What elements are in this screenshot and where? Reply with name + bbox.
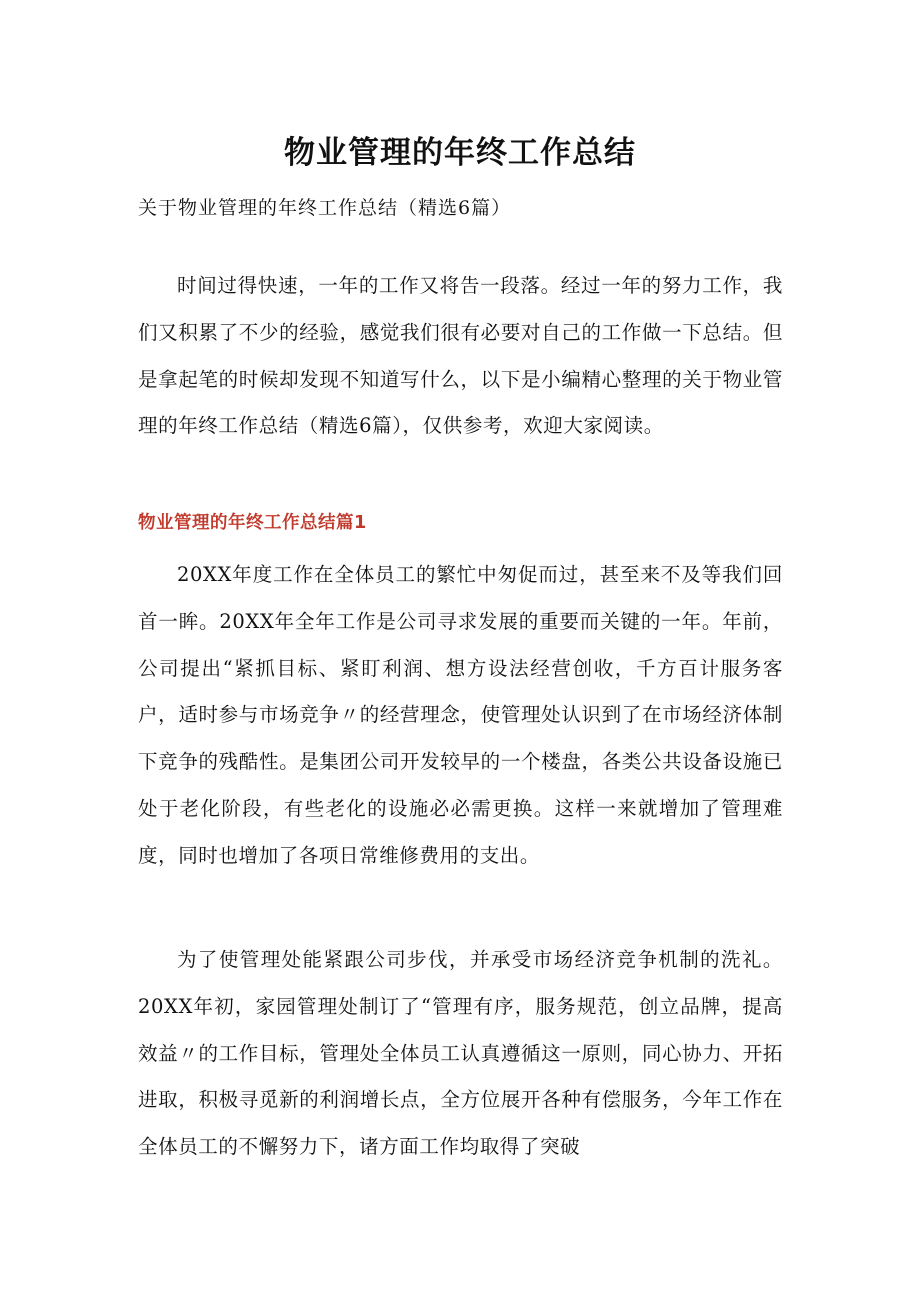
section-paragraph-2: 为了使管理处能紧跟公司步伐，并承受市场经济竞争机制的洗礼。20XX年初，家园管理处制订了“管理有序，服务规范，创立品牌，提高效益〃的工作目标，管理处全体员工认真遵循这一原则，同心协力、开拓进取，积极寻觅新的利润增长点，全方位展开各种有偿服务，今年工作在全体员工的不懈努力下，诸方面工作均取得了突破 bbox=[138, 948, 783, 1159]
section-paragraph-1: 20XX年度工作在全体员工的繁忙中匆促而过，甚至来不及等我们回首一眸。20XX年全年工作是公司寻求发展的重要而关键的一年。年前，公司提出“紧抓目标、紧盯利润、想方设法经营创收，千方百计服务客户，适时参与市场竞争〃的经营理念，使管理处认识到了在市场经济体制下竞争的残酷性。是集团公司开发较早的一个楼盘，各类公共设备设施已处于老化阶段，有些老化的设施必必需更换。这样一来就增加了管理难度，同时也增加了各项日常维修费用的支出。 bbox=[138, 563, 783, 867]
document-subtitle: 关于物业管理的年终工作总结（精选6篇） bbox=[138, 197, 512, 219]
intro-paragraph: 时间过得快速，一年的工作又将告一段落。经过一年的努力工作，我们又积累了不少的经验，感觉我们很有必要对自己的工作做一下总结。但是拿起笔的时候却发现不知道写什么，以下是小编精心整理的关于物业管理的年终工作总结（精选6篇），仅供参考，欢迎大家阅读。 bbox=[138, 274, 783, 438]
section-heading: 物业管理的年终工作总结篇1 bbox=[138, 513, 367, 533]
document-title: 物业管理的年终工作总结 bbox=[284, 135, 636, 171]
